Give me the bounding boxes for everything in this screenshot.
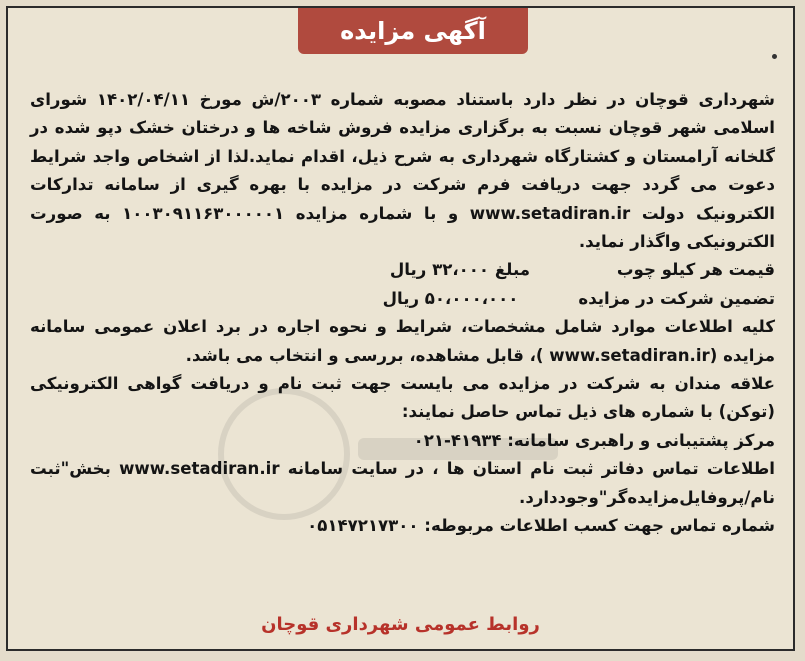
info-paragraph: کلیه اطلاعات موارد شامل مشخصات، شرایط و نحوه اجاره در برد اعلان عمومی سامانه مزایده (www.setadiran.ir )، قابل مشاهده، بررسی و انتخاب می باشد. (30, 317, 775, 365)
title-banner (298, 8, 528, 54)
price-amount-guarantee: ۵۰،۰۰۰،۰۰۰ ریال (382, 288, 519, 308)
notice-title: آگهی مزایده (340, 17, 486, 45)
price-amount-wood: مبلغ ۳۲،۰۰۰ ریال (389, 260, 530, 280)
price-row-wood (30, 256, 775, 284)
notice-frame (6, 6, 795, 651)
notice-body (30, 86, 775, 541)
contact-phone-line: شماره تماس جهت کسب اطلاعات مربوطه: ۰۵۱۴۷۲۱۷۳۰۰ (307, 516, 775, 536)
registration-paragraph: علاقه مندان به شرکت در مزایده می بایست جهت ثبت نام و دریافت گواهی الکترونیکی (توکن) با شماره های ذیل تماس حاصل نمایند: (30, 374, 775, 422)
intro-paragraph: شهرداری قوچان در نظر دارد باستناد مصوبه شماره ۲۰۰۳/ش مورخ ۱۴۰۲/۰۴/۱۱ شورای اسلامی شهر قوچان نسبت به برگزاری مزایده فروش شاخه ها و درختان خشک دپو شده در گلخانه آرامستان و کشتارگاه شهرداری به شرح ذیل، اقدام نماید.لذا از اشخاص واجد شرایط دعوت می گردد جهت دریافت فرم شرکت در مزایده با بهره گیری از سامانه تدارکات الکترونیک دولت www.setadiran.ir و با شماره مزایده ۱۰۰۳۰۹۱۱۶۳۰۰۰۰۰۱ به صورت الکترونیکی واگذار نماید. (30, 90, 775, 252)
price-label-wood: قیمت هر کیلو چوب (616, 260, 775, 280)
price-label-guarantee: تضمین شرکت در مزایده (578, 288, 775, 308)
signature: روابط عمومی شهرداری قوچان (261, 614, 540, 635)
price-row-guarantee (30, 285, 775, 313)
corner-dot (772, 54, 777, 59)
offices-contact-paragraph: اطلاعات تماس دفاتر ثبت نام استان ها ، در سایت سامانه www.setadiran.ir بخش"ثبت نام/پروفایل‌مزایده‌گر"وجوددارد. (30, 459, 775, 507)
support-center-line: مرکز پشتیبانی و راهبری سامانه: ۴۱۹۳۴-۰۲۱ (413, 430, 775, 450)
